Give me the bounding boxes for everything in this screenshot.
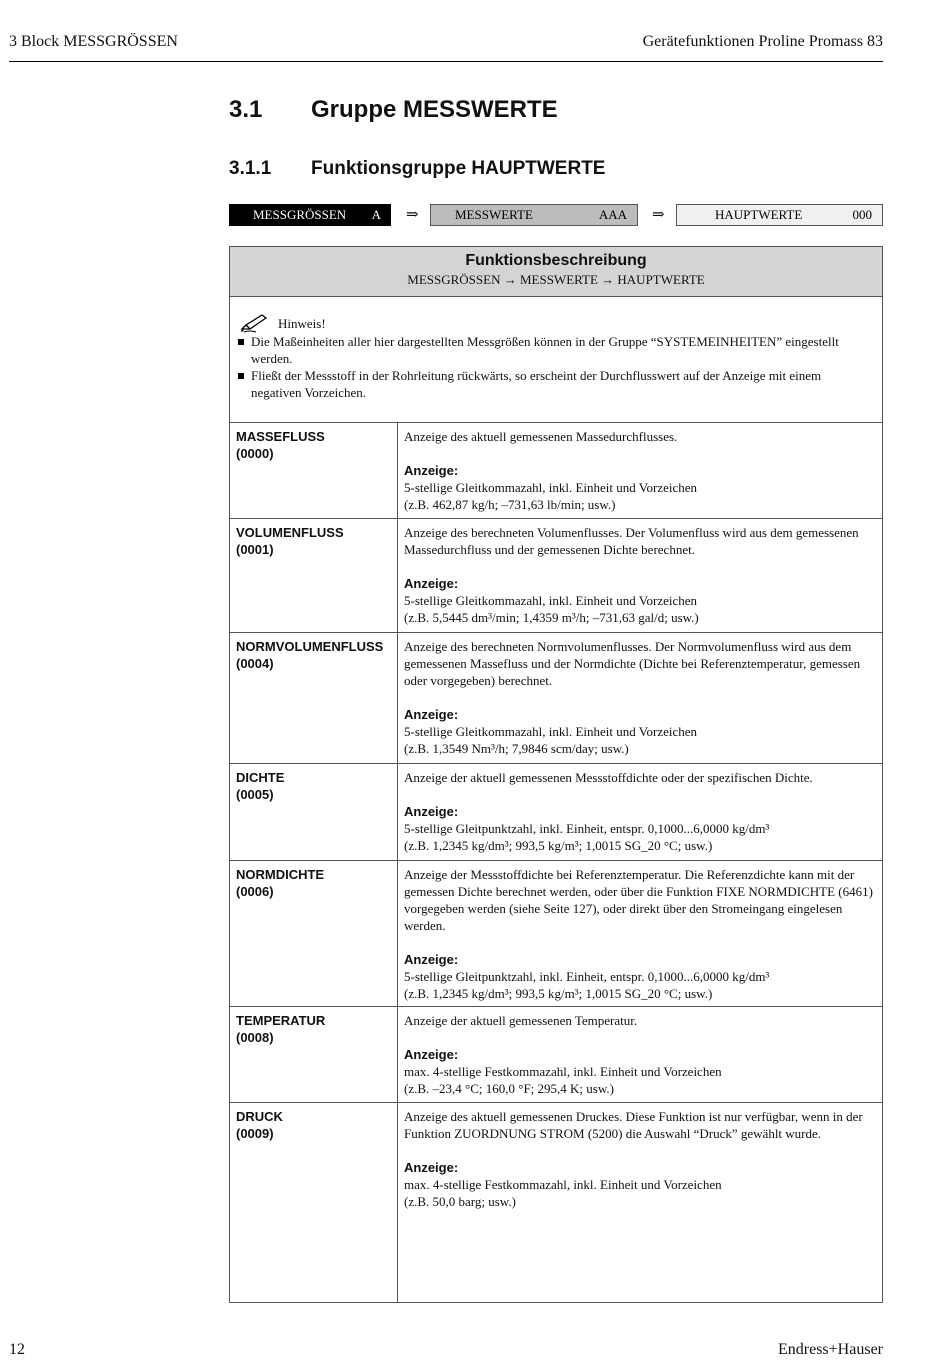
- function-name: MASSEFLUSS: [236, 429, 325, 444]
- function-description: Anzeige des berechneten Volumenflusses. Der Volumenfluss wird aus dem gemessenen Massedurchfluss und der gemessenen Dichte berechnet.: [404, 525, 859, 557]
- display-example: (z.B. 5,5445 dm³/min; 1,4359 m³/h; –731,63 gal/d; usw.): [404, 610, 699, 625]
- brand-name: Endress+Hauser: [778, 1341, 883, 1358]
- note-bullet-text: Fließt der Messstoff in der Rohrleitung rückwärts, so erscheint der Durchflusswert auf der Anzeige mit einem negativen Vorzeichen.: [251, 368, 822, 400]
- nav-group-code: AAA: [598, 207, 627, 222]
- function-description-table: [229, 246, 883, 1303]
- note-label: Hinweis!: [278, 315, 326, 331]
- function-name: TEMPERATUR: [236, 1013, 326, 1028]
- display-label: Anzeige:: [404, 707, 459, 722]
- function-code: (0005): [236, 787, 274, 802]
- nav-block-code: A: [371, 207, 381, 222]
- nav-function-group-code: 000: [852, 207, 872, 222]
- function-description: Anzeige der aktuell gemessenen Temperatur.: [404, 1013, 638, 1028]
- display-label: Anzeige:: [404, 463, 459, 478]
- function-code: (0008): [236, 1030, 274, 1045]
- note-bullet: [236, 367, 874, 401]
- function-code: (0006): [236, 884, 274, 899]
- function-name: NORMVOLUMENFLUSS: [236, 639, 384, 654]
- subsection-number: 3.1.1: [229, 158, 272, 179]
- function-description: Anzeige des berechneten Normvolumenflusses. Der Normvolumenfluss wird aus dem gemessenen Massefluss und der Normdichte (Dichte bei Referenztemperatur, gemessen oder vorgegeben) berechnet.: [404, 639, 861, 688]
- nav-block-box: [229, 204, 391, 226]
- function-code: (0009): [236, 1126, 274, 1141]
- table-row: [230, 861, 882, 1007]
- display-format: max. 4-stellige Festkommazahl, inkl. Einheit und Vorzeichen: [404, 1064, 722, 1079]
- nav-group-label: MESSWERTE: [455, 207, 533, 222]
- function-name: DICHTE: [236, 770, 285, 785]
- display-format: 5-stellige Gleitkommazahl, inkl. Einheit und Vorzeichen: [404, 724, 698, 739]
- function-code: (0001): [236, 542, 274, 557]
- nav-function-group-label: HAUPTWERTE: [715, 207, 803, 222]
- display-format: 5-stellige Gleitkommazahl, inkl. Einheit und Vorzeichen: [404, 480, 698, 495]
- section-title: Gruppe MESSWERTE: [311, 96, 558, 123]
- subsection-heading: [229, 158, 605, 180]
- function-description: Anzeige des aktuell gemessenen Druckes. Diese Funktion ist nur verfügbar, wenn in der Funktion ZUORDNUNG STROM (5200) die Auswahl “Druck” gewählt wurde.: [404, 1109, 863, 1141]
- display-label: Anzeige:: [404, 1160, 459, 1175]
- display-example: (z.B. 1,2345 kg/dm³; 993,5 kg/m³; 1,0015 SG_20 °C; usw.): [404, 986, 713, 1001]
- function-name: VOLUMENFLUSS: [236, 525, 344, 540]
- page-number: 12: [9, 1341, 25, 1358]
- header-doc-title: Gerätefunktionen Proline Promass 83: [642, 33, 883, 50]
- display-label: Anzeige:: [404, 1047, 459, 1062]
- table-row: [230, 519, 882, 633]
- function-name: DRUCK: [236, 1109, 283, 1124]
- table-header: [230, 247, 882, 297]
- note-bullet: [236, 333, 874, 367]
- display-example: (z.B. –23,4 °C; 160,0 °F; 295,4 K; usw.): [404, 1081, 614, 1096]
- header-rule: [9, 61, 883, 62]
- note-bullet-text: Die Maßeinheiten aller hier dargestellten Messgrößen können in der Gruppe “SYSTEMEINHEITEN” eingestellt werden.: [251, 334, 839, 366]
- display-format: 5-stellige Gleitkommazahl, inkl. Einheit und Vorzeichen: [404, 593, 698, 608]
- subsection-title: Funktionsgruppe HAUPTWERTE: [311, 158, 606, 179]
- section-number: 3.1: [229, 96, 263, 123]
- nav-arrow-icon: ⇒: [406, 207, 419, 223]
- pencil-icon: [240, 313, 270, 333]
- header-section-title: 3 Block MESSGRÖSSEN: [9, 33, 178, 50]
- display-format: max. 4-stellige Festkommazahl, inkl. Einheit und Vorzeichen: [404, 1177, 722, 1192]
- display-label: Anzeige:: [404, 804, 459, 819]
- table-row: [230, 1103, 882, 1302]
- table-row: [230, 1007, 882, 1103]
- nav-group-box: [430, 204, 638, 226]
- display-example: (z.B. 50,0 barg; usw.): [404, 1194, 516, 1209]
- section-heading: [229, 96, 558, 124]
- nav-function-group-box: [676, 204, 883, 226]
- table-row: [230, 633, 882, 764]
- display-example: (z.B. 1,3549 Nm³/h; 7,9846 scm/day; usw.): [404, 741, 629, 756]
- table-path: MESSGRÖSSEN → MESSWERTE → HAUPTWERTE: [407, 272, 705, 287]
- nav-arrow-icon: ⇒: [652, 207, 665, 223]
- function-description: Anzeige der aktuell gemessenen Messstoffdichte oder der spezifischen Dichte.: [404, 770, 813, 785]
- display-format: 5-stellige Gleitpunktzahl, inkl. Einheit, entspr. 0,1000...6,0000 kg/dm³: [404, 821, 770, 836]
- display-example: (z.B. 462,87 kg/h; –731,63 lb/min; usw.): [404, 497, 616, 512]
- function-name: NORMDICHTE: [236, 867, 325, 882]
- note-block: [230, 297, 882, 423]
- display-example: (z.B. 1,2345 kg/dm³; 993,5 kg/m³; 1,0015 SG_20 °C; usw.): [404, 838, 713, 853]
- function-code: (0000): [236, 446, 274, 461]
- function-description: Anzeige des aktuell gemessenen Massedurchflusses.: [404, 429, 678, 444]
- table-row: [230, 764, 882, 861]
- display-label: Anzeige:: [404, 576, 459, 591]
- function-code: (0004): [236, 656, 274, 671]
- table-title: Funktionsbeschreibung: [465, 252, 647, 269]
- display-label: Anzeige:: [404, 952, 459, 967]
- table-row: [230, 423, 882, 519]
- nav-block-label: MESSGRÖSSEN: [253, 207, 347, 222]
- function-description: Anzeige der Messstoffdichte bei Referenztemperatur. Die Referenzdichte kann mit der gemessen Dichte berechnet werden, oder über die Funktion FIXE NORMDICHTE (6461) vorgegeben werden (siehe Seite 127), oder direkt über den Stromeingang eingelesen werden.: [404, 867, 873, 933]
- display-format: 5-stellige Gleitpunktzahl, inkl. Einheit, entspr. 0,1000...6,0000 kg/dm³: [404, 969, 770, 984]
